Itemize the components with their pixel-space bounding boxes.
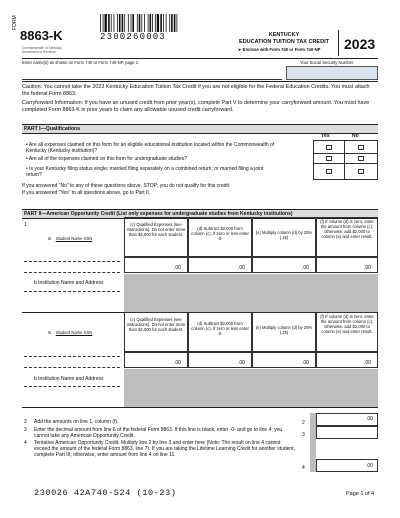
line2-value: .00: [366, 416, 373, 422]
student1-institution-label: b Institution Name and Address: [34, 280, 104, 286]
form-number: 8863-K: [20, 28, 63, 43]
q1-yes-checkbox[interactable]: [326, 145, 332, 150]
line2-text: Add the amounts on line 1, column (f).: [34, 419, 119, 425]
name-input[interactable]: [22, 66, 282, 80]
part1-question3: • Is your Kentucky filing status single; married filing separately on a combined return; or married filing a joint return?: [26, 166, 264, 178]
student1-col-f-header: (f) If column (d) is zero, enter the amount from column (c); otherwise, add $2,000 to column (e) and enter result.: [320, 219, 374, 239]
part1-heading: PART I—Qualifications: [22, 124, 378, 134]
form-side-label: FORM: [12, 15, 18, 30]
student2-c-value: .00: [174, 360, 181, 366]
q3-yes-checkbox[interactable]: [326, 169, 332, 174]
student2-col-f-header: (f) If column (d) is zero, enter the amount from column (c); otherwise, add $2,000 to column (e) and enter result.: [320, 314, 374, 334]
enclose-note: ➤ Enclose with Form 740 or Form 740-NP: [238, 47, 321, 52]
footer-form-code: 230026 42A740-S24 (10-23): [34, 488, 177, 498]
part1-question1: • Are all expenses claimed on this form for an eligible educational institution located within the Commonwealth of Kentucky (Kentucky institution)?: [26, 142, 275, 154]
part1-no-header: No: [352, 133, 359, 139]
line4-box-number: 4: [302, 465, 305, 471]
line2-number: 2: [24, 419, 27, 425]
q2-no-checkbox[interactable]: [358, 156, 364, 161]
student2-col-d-header: (d) Subtract $2,000 from column (c). If zero or less enter -0-: [191, 321, 249, 336]
student1-f-value: .00: [364, 265, 371, 271]
student2-f-value: .00: [364, 360, 371, 366]
part1-yes-header: Yes: [321, 133, 330, 139]
student1-col-d-header: (d) Subtract $2,000 from column (c). If zero or less enter -0-: [191, 226, 249, 241]
student2-col-e-header: (e) Multiply column (d) by 25% (.25): [255, 325, 313, 335]
form-title-line2: EDUCATION TUITION TAX CREDIT: [239, 39, 329, 45]
tax-year: 2023: [344, 36, 376, 52]
barcode: [100, 14, 182, 32]
q3-no-checkbox[interactable]: [358, 169, 364, 174]
ssn-input[interactable]: [286, 66, 378, 80]
form-title-line1: KENTUCKY: [268, 32, 300, 38]
student1-c-value: .00: [174, 265, 181, 271]
student2-name-ssn-header: Student Name SSN: [55, 330, 93, 335]
page-number: Page 1 of 4: [346, 491, 375, 497]
part1-go-note: If you answered "Yes" to all questions above, go to Part II.: [22, 190, 151, 196]
student2-col-c-header: (c) Qualified Expenses (see instructions). Do not enter more than $4,000 for each student.: [126, 317, 186, 332]
barcode-number: 2300260003: [100, 32, 167, 42]
student2-a-label: a: [48, 330, 51, 336]
ssn-field-label: Your Social Security Number: [300, 60, 354, 65]
name-field-label: Enter name(s) as shown on Form 740 or Form 740-NP, page 1.: [22, 60, 140, 65]
student1-d-value: .00: [238, 265, 245, 271]
student2-institution-label: b Institution Name and Address: [34, 376, 104, 382]
agency-line2: Department of Revenue: [22, 50, 56, 54]
caution-text: Caution: You cannot take the 2023 Kentucky Education Tuition Tax Credit if you are not eligible for the Federal Education Credits. You must attach the federal Form 8863.: [22, 84, 370, 97]
line3-amount-input[interactable]: [316, 426, 378, 439]
part1-stop-note: If you answered "No" to any of these questions above, STOP; you do not qualify for this credit.: [22, 183, 231, 189]
line4-text: Tentative American Opportunity Credit. Multiply line 2 by line 3 and enter here (Note: The result on line 4 cannot exceed the amount of the federal Form 8863, line 7). If you are taking the Lifetime Learning Credit for another student, complete Part III; otherwise, enter amount from line 4 on line 11.: [34, 440, 295, 458]
agency-line1: Commonwealth of Kentucky: [22, 46, 62, 50]
line2-box-number: 2: [302, 420, 305, 426]
carryforward-text: Carryforward Information: If you have an unused credit from prior year(s), complete Part V to determine your carryforward amount. You must have completed Form 8863-K in prior years to claim any allowable unused credit carryforward.: [22, 100, 370, 113]
student1-a-label: a: [48, 236, 51, 242]
student2-e-value: .00: [302, 360, 309, 366]
student2-d-value: .00: [238, 360, 245, 366]
line4-number: 4: [24, 440, 27, 446]
line3-number: 3: [24, 427, 27, 433]
q1-no-checkbox[interactable]: [358, 145, 364, 150]
line3-box-number: 3: [302, 432, 305, 438]
part1-question2: • Are all of the expenses claimed on this form for undergraduate studies?: [26, 156, 188, 162]
student1-name-ssn-header: Student Name SSN: [55, 236, 93, 241]
line3-text: Enter the decimal amount from line 6 of the federal Form 8863. If this line is blank, enter -0- and go to line 4; you cannot take any American Opportunity Credit.: [34, 427, 283, 439]
q2-yes-checkbox[interactable]: [326, 156, 332, 161]
student1-e-value: .00: [302, 265, 309, 271]
part2-heading: PART II—American Opportunity Credit (List only expenses for undergraduate studies from Kentucky institutions): [22, 209, 378, 219]
student1-col-e-header: (e) Multiply column (d) by 25% (.25): [255, 230, 313, 240]
line4-value: .00: [366, 463, 373, 469]
student1-col-c-header: (c) Qualified Expenses (see instructions). Do not enter more than $4,000 for each student.: [126, 222, 186, 237]
row1-number: 1: [24, 222, 27, 228]
